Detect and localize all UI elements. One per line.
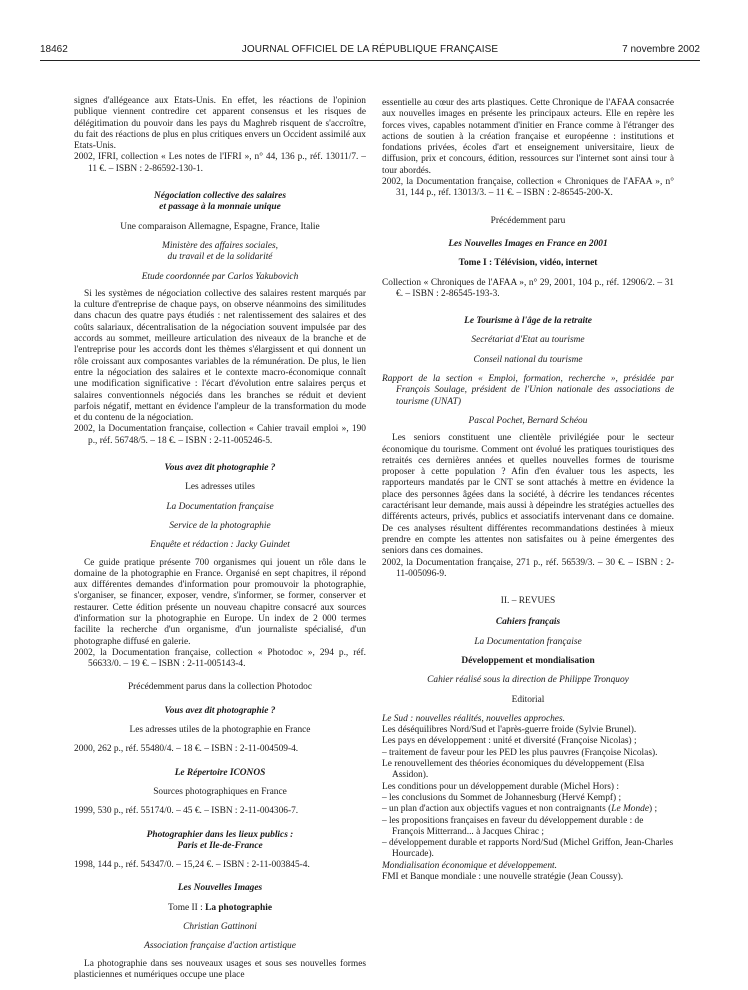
page-number: 18462 [40, 44, 68, 55]
editor: Etude coordonnée par Carlos Yakubovich [141, 271, 299, 282]
toc-item-end: ) ; [649, 804, 658, 815]
paragraph: Ce guide pratique présente 700 organismes qui jouent un rôle dans le domaine de la photographie en France. Organisé en sept chapitres, il répond aux différentes demandes d'information pour promouvoir la photographie, s'organiser, se financer, exposer, vendre, s'informer, se former, conserver et restaurer. Cette édition présente un nouveau chapitre consacré aux sources d'information sur la photographie en Europe. Un index de 2 000 termes facilite la recherche d'un organisme, d'un journaliste spécialisé, d'un photographe diffusé en galerie. [74, 557, 366, 647]
toc-item-text: – un plan d'action aux objectifs vagues et non contraignants ( [382, 804, 612, 815]
toc-section: Mondialisation économique et développement. [382, 860, 557, 871]
reference: Collection « Chroniques de l'AFAA », n° 29, 2001, 104 p., réf. 12906/2. – 31 €. – ISBN : 2-86545-193-3. [382, 277, 674, 299]
editorial-label: Editorial [511, 694, 545, 705]
toc-item: Les déséquilibres Nord/Sud et l'après-guerre froide (Sylvie Brunel). [382, 725, 637, 736]
toc-item: – les propositions françaises en faveur du développement durable : de François Mitterrand... à Jacques Chirac ; [382, 815, 644, 837]
author: Pascal Pochet, Bernard Schéou [468, 415, 588, 426]
right-column [382, 98, 674, 883]
reference: 1998, 144 p., réf. 54347/0. – 15,24 €. – ISBN : 2-11-003845-4. [74, 860, 310, 871]
report-note: Rapport de la section « Emploi, formation, recherche », présidée par François Soulage, président de l'Union nationale des associations de tourisme (UNAT) [382, 374, 674, 407]
publisher: La Documentation française [166, 501, 274, 512]
entry-title: et passage à la monnaie unique [159, 202, 281, 213]
toc-item: Les pays en développement : unité et diversité (Françoise Nicolas) ; [382, 736, 637, 747]
publisher: Ministère des affaires sociales, [162, 240, 278, 251]
volume-line [74, 903, 366, 914]
reference: 2002, la Documentation française, collection « Chroniques de l'AFAA », n° 31, 144 p., réf. 13013/3. – 11 €. – ISBN : 2-86545-200-X. [382, 177, 674, 199]
toc-item: – traitement de faveur pour les PED les plus pauvres (Françoise Nicolas). [382, 747, 658, 758]
publisher: Conseil national du tourisme [473, 354, 583, 365]
author: Christian Gattinoni [183, 922, 257, 933]
toc-section: Le Sud : nouvelles réalités, nouvelles approches. [382, 713, 565, 724]
publisher: La Documentation française [474, 636, 582, 647]
entry-title: Vous avez dit photographie ? [164, 463, 276, 474]
paragraph: essentielle au cœur des arts plastiques. Cette Chronique de l'AFAA consacrée aux nouvelles images en présente les principaux acteurs. Elle en repère les forces vives, capables notamment d'initier en France comme à l'étranger des actions de soutien à la création française et européenne : institutions et fondations privées, écoles d'art et enseignement universitaire, lieux de diffusion, prix et concours, édition, ressources sur l'internet sont ainsi tour à tour abordés. [382, 98, 674, 176]
entry-title: Vous avez dit photographie ? [164, 705, 276, 716]
paragraph: Si les systèmes de négociation collective des salaires restent marqués par la culture d'entreprise de chaque pays, on observe néanmoins des similitudes dans chacun des quatre pays étudiés : net ralentissement des salaires et des coûts salariaux, décentralisation de la négociation souvent impulsée par des accords au sommet, meilleure articulation des niveaux de la branche et de l'entreprise pour les accords dont les thèmes s'élargissent et qui donnent un rôle croissant aux composantes variables de la rémunération. De plus, le lien entre la négociation des salaires et le contexte macro-économique connaît une modification significative : l'écart d'évolution entre salaires perçus et salaires conventionnels négociés dans les branches se réduit et devient parfois négatif, mettant en évidence l'ampleur de la transformation du mode et du contenu de la négociation. [74, 288, 366, 424]
entry-title: Les Nouvelles Images en France en 2001 [448, 238, 608, 249]
issue-editor: Cahier réalisé sous la direction de Philippe Tronquoy [427, 675, 629, 686]
reference: 2002, la Documentation française, collection « Photodoc », 294 p., réf. 56633/0. – 19 €. – ISBN : 2-11-005143-4. [74, 647, 366, 670]
toc-item: FMI et Banque mondiale : une nouvelle stratégie (Jean Coussy). [382, 872, 624, 883]
reference: 2000, 262 p., réf. 55480/4. – 18 €. – ISBN : 2-11-004509-4. [74, 744, 299, 755]
entry-title: Le Répertoire ICONOS [174, 767, 266, 778]
toc-item: Le renouvellement des théories économiques du développement (Elsa Assidon). [382, 759, 645, 781]
issue-date: 7 novembre 2002 [622, 44, 700, 55]
entry-title: Paris et Ile-de-France [177, 840, 263, 851]
reference: 1999, 530 p., réf. 55174/0. – 45 €. – ISBN : 2-11-004306-7. [74, 806, 299, 817]
reference: 2002, la Documentation française, 271 p., réf. 56539/3. – 30 €. – ISBN : 2-11-005096-9. [382, 557, 674, 579]
entry-title: Les Nouvelles Images [177, 883, 263, 894]
publisher: Association française d'action artistique [144, 941, 296, 952]
toc-item: – développement durable et rapports Nord/Sud (Michel Griffon, Jean-Charles Hourcade). [382, 838, 674, 860]
page-header [40, 40, 700, 60]
previous-label: Précédemment parus dans la collection Photodoc [127, 682, 313, 693]
reference: 2002, la Documentation française, collection « Cahier travail emploi », 190 p., réf. 56748/5. – 18 €. – ISBN : 2-11-005246-5. [74, 424, 366, 446]
paragraph: Les seniors constituent une clientèle privilégiée pour le secteur économique du tourisme. Comment ont évolué les pratiques touristiques des retraités ces dernières années et quelles nouvelles formes de tourisme proposer à cette population ? Afin d'en évaluer tous les aspects, les rapporteurs mandatés par le CNT se sont attachés à mettre en évidence la place des personnes âgées dans la société, à décrire les tendances récentes caractérisant leur demande, mais aussi à dépeindre les stratégies actuelles des différents acteurs, privés, publics et associatifs intervenant dans ce domaine. De ces analyses résultent différentes recommandations destinées à mieux prendre en compte les attentes non satisfaites ou à peine émergentes des seniors dans ces domaines. [382, 433, 674, 557]
volume-prefix: Tome II : [167, 902, 206, 913]
left-column [74, 96, 366, 981]
reference: 2002, IFRI, collection « Les notes de l'IFRI », n° 44, 136 p., réf. 13011/7. – 11 €. – ISBN : 2-86592-130-1. [74, 152, 366, 174]
editor: Enquête et rédaction : Jacky Guindet [150, 540, 290, 551]
paragraph: signes d'allégeance aux Etats-Unis. En effet, les réactions de l'opinion publique viennent contredire cet apparent consensus et les risques de délégitimation du pouvoir dans les pays du Maghreb risquent de s'accroître, du fait des réactions de plus en plus critiques envers un Occident assimilé aux Etats-Unis. [74, 96, 366, 152]
entry-subtitle: Une comparaison Allemagne, Espagne, France, Italie [120, 221, 320, 232]
toc-item-source: Le Monde [611, 804, 649, 815]
volume-line: Tome I : Télévision, vidéo, internet [458, 258, 598, 269]
entry-subtitle: Les adresses utiles [185, 482, 255, 493]
toc-item: Les conditions pour un développement durable (Michel Hors) : [382, 781, 619, 792]
volume-title: La photographie [205, 902, 273, 913]
toc-item: – les conclusions du Sommet de Johannesburg (Hervé Kempf) ; [382, 792, 622, 803]
entry-subtitle: Les adresses utiles de la photographie en France [129, 725, 311, 736]
publisher: Secrétariat d'Etat au tourisme [471, 335, 585, 346]
entry-subtitle: Sources photographiques en France [153, 786, 287, 797]
publisher: Service de la photographie [169, 520, 271, 531]
publisher: du travail et de la solidarité [167, 252, 273, 263]
issue-title: Développement et mondialisation [461, 655, 595, 666]
header-rule [40, 60, 700, 61]
journal-title: JOURNAL OFFICIEL DE LA RÉPUBLIQUE FRANÇAISE [241, 44, 499, 55]
entry-title: Négociation collective des salaires [153, 191, 286, 202]
previous-label: Précédemment paru [490, 215, 566, 226]
toc-item [382, 804, 674, 815]
paragraph: La photographie dans ses nouveaux usages et sous ses nouvelles formes plasticiennes et numériques occupe une place [74, 958, 366, 980]
section-heading: II. – REVUES [500, 596, 556, 607]
entry-title: Cahiers français [495, 617, 561, 628]
entry-title: Le Tourisme à l'âge de la retraite [464, 316, 592, 327]
entry-title: Photographier dans les lieux publics : [146, 829, 294, 840]
